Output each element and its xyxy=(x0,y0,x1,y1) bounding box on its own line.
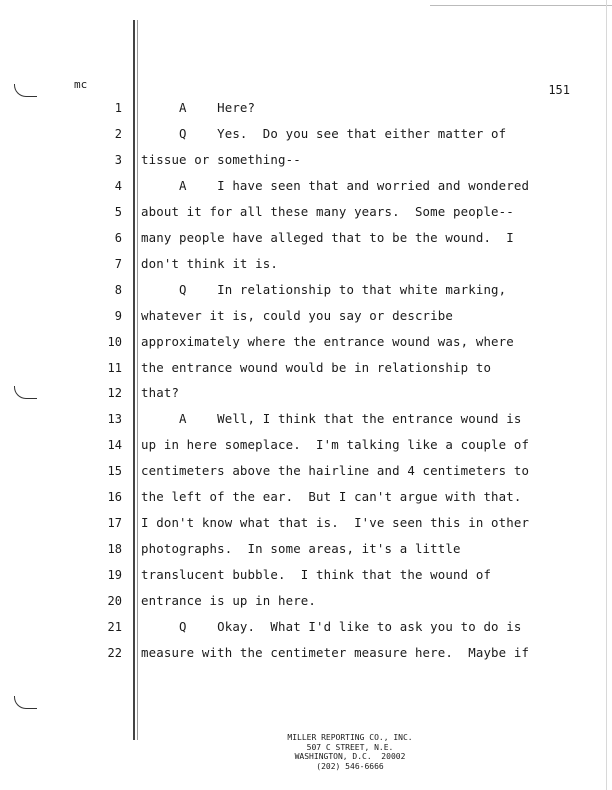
transcript-line xyxy=(0,513,612,533)
line-number: 15 xyxy=(107,464,122,479)
line-number: 18 xyxy=(107,542,122,557)
transcript-line xyxy=(0,358,612,378)
line-text: Q Yes. Do you see that either matter of xyxy=(141,125,507,141)
line-number: 19 xyxy=(107,568,122,583)
transcript-line xyxy=(0,643,612,663)
footer-phone: (202) 546-6666 xyxy=(316,761,384,771)
line-number: 22 xyxy=(107,645,122,660)
line-number: 5 xyxy=(114,204,122,219)
transcript-line xyxy=(0,591,612,611)
line-text: Q In relationship to that white marking, xyxy=(141,281,507,297)
reporter-footer xyxy=(250,733,450,771)
transcript-line xyxy=(0,254,612,274)
line-number: 17 xyxy=(107,516,122,531)
footer-city: WASHINGTON, D.C. 20002 xyxy=(294,752,406,761)
line-number: 12 xyxy=(107,386,122,401)
transcript-line xyxy=(0,124,612,144)
binder-hole-mark-top xyxy=(14,84,37,97)
binder-hole-mark-bottom xyxy=(14,696,37,709)
line-text: Q Okay. What I'd like to ask you to do is xyxy=(141,619,522,634)
line-text: about it for all these many years. Some people-- xyxy=(141,203,514,219)
line-text: photographs. In some areas, it's a little xyxy=(141,541,461,557)
footer-company: MILLER REPORTING CO., INC. xyxy=(287,733,413,742)
line-text: the entrance wound would be in relationship to xyxy=(141,359,492,375)
line-number: 10 xyxy=(107,334,122,349)
reporter-initials: mc xyxy=(74,78,88,91)
line-number: 3 xyxy=(114,152,122,167)
line-number: 14 xyxy=(107,438,122,453)
line-text: I don't know what that is. I've seen this in other xyxy=(141,515,530,531)
transcript-line xyxy=(0,435,612,455)
line-text: translucent bubble. I think that the wound of xyxy=(141,567,492,583)
line-number: 11 xyxy=(107,360,122,375)
line-number: 6 xyxy=(114,230,122,245)
transcript-line xyxy=(0,202,612,222)
line-text: A I have seen that and worried and wondered xyxy=(141,177,530,193)
line-number: 1 xyxy=(114,101,122,115)
transcript-line xyxy=(0,306,612,326)
line-number: 20 xyxy=(107,594,122,609)
transcript-line xyxy=(0,176,612,196)
line-number: 8 xyxy=(114,282,122,297)
transcript-line xyxy=(0,487,612,507)
transcript-line xyxy=(0,332,612,352)
line-text: centimeters above the hairline and 4 centimeters to xyxy=(141,463,530,479)
line-text: the left of the ear. But I can't argue with that. xyxy=(141,489,522,505)
line-number: 21 xyxy=(107,620,122,634)
transcript-line xyxy=(0,150,612,170)
transcript-line xyxy=(0,280,612,300)
line-text: measure with the centimeter measure here. Maybe if xyxy=(141,644,530,660)
line-text: up in here someplace. I'm talking like a couple of xyxy=(141,437,530,453)
line-text: that? xyxy=(141,385,180,401)
line-text: tissue or something-- xyxy=(141,151,301,167)
line-text: whatever it is, could you say or describe xyxy=(141,307,454,323)
line-number: 13 xyxy=(107,412,122,427)
transcript-line xyxy=(0,409,612,429)
line-text: many people have alleged that to be the wound. I xyxy=(141,229,514,245)
transcript-line xyxy=(0,617,612,637)
transcript-line xyxy=(0,539,612,559)
line-number: 9 xyxy=(114,308,122,323)
line-number: 2 xyxy=(114,126,122,141)
line-number: 4 xyxy=(114,178,122,193)
transcript-line xyxy=(0,565,612,585)
line-text: entrance is up in here. xyxy=(141,593,317,609)
line-number: 16 xyxy=(107,490,122,505)
page-number: 151 xyxy=(548,83,570,97)
line-text: A Well, I think that the entrance wound is xyxy=(141,411,522,427)
footer-street: 507 C STREET, N.E. xyxy=(306,742,394,752)
transcript-line xyxy=(0,461,612,481)
line-number: 7 xyxy=(114,256,122,271)
top-edge-rule xyxy=(430,0,612,6)
line-text: A Here? xyxy=(141,100,256,115)
line-text: approximately where the entrance wound was, where xyxy=(141,333,514,349)
transcript-line xyxy=(0,383,612,403)
transcript-line xyxy=(0,98,612,118)
transcript-line xyxy=(0,228,612,248)
line-text: don't think it is. xyxy=(141,255,278,271)
